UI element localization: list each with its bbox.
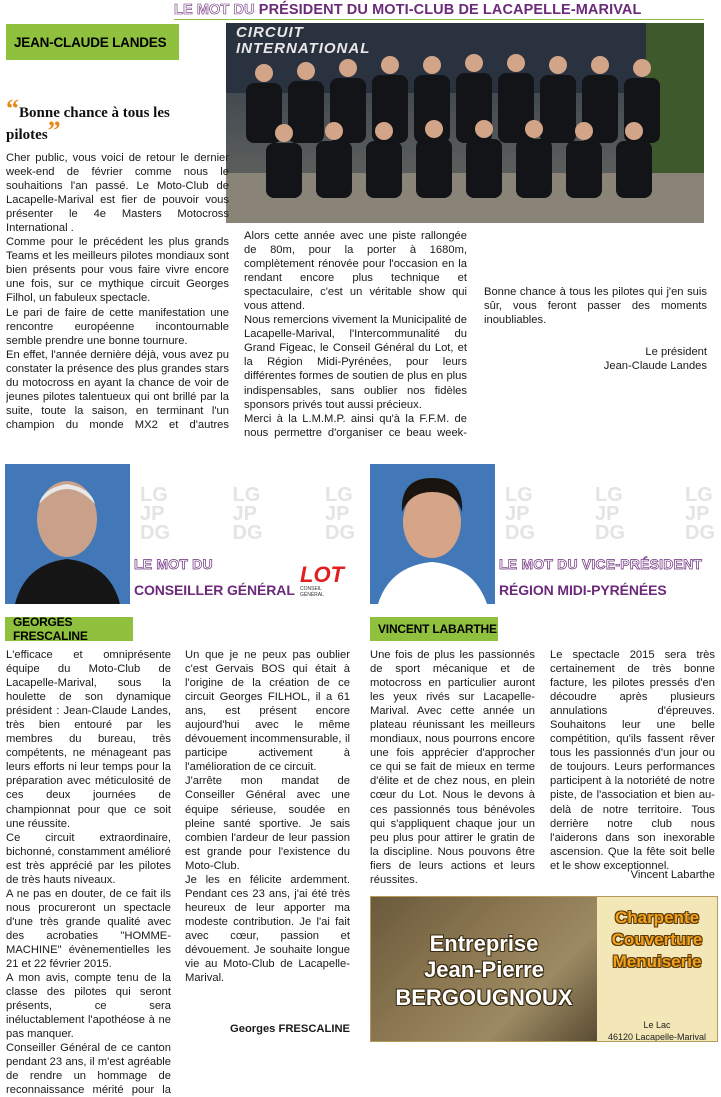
president-para-7: Merci à la L.M.M.P. ainsi qu'à la F.F.M. de nous permettre d'organiser ce beau week- xyxy=(244,412,467,439)
lot-logo xyxy=(300,564,344,600)
vice-col-2 xyxy=(550,648,715,873)
conseiller-col-2 xyxy=(185,648,350,985)
president-para-5: Alors cette année avec une piste rallongée de 80m, pour la porter à 1680m, complètement rénovée pour l'occasion en la rendant encore plus technique et spectaculaire, c'est un véritable show qui vous attend. xyxy=(244,230,467,313)
conseiller-para-5: Conseiller Général de ce canton pendant 23 ans, il m'est agréable de rendre un hommage de reconnaissance mérité pour la xyxy=(6,1042,171,1097)
watermark-mark: LG JP DG xyxy=(595,484,625,544)
lot-logo-text: LOT xyxy=(300,562,344,587)
signature-name: Jean-Claude Landes xyxy=(603,360,707,372)
watermark-mark: LG JP DG xyxy=(140,484,170,544)
conseiller-para-2: Ce circuit extraordinaire, bichonné, constamment amélioré est très apprécié par les pilotes de très hauts niveaux. xyxy=(6,831,171,886)
conseiller-title: LE MOT DU xyxy=(134,556,213,572)
conseiller-signature: Georges FRESCALINE xyxy=(230,1023,350,1035)
president-col-2 xyxy=(244,229,467,440)
president-signature xyxy=(484,345,707,373)
vice-para-2: Le spectacle 2015 sera très certainement de très bonne facture, les pilotes pressés d'en découdre après plusieurs annulations d'épreuves. Souhaitons leur une belle compétition, qu'ils fassent rêver tous les passionnés d'un jour ou de toujours. Leurs performances participent à la notoriété de notre piste, de l'association et bien au-delà de notre territoire. Tous derrière notre club nous l'aiderons dans son inexorable ascension. Que la fête soit belle et le show exceptionnel. xyxy=(550,649,715,872)
conseiller-para-3: A ne pas en douter, de ce fait ils nous procureront un spectacle d'une très grande qualité avec des acrobaties "HOMME-MACHINE" évènementielles les 21 et 22 février 2015. xyxy=(6,887,171,971)
vice-subtitle: RÉGION MIDI-PYRÉNÉES xyxy=(499,582,667,598)
ad-address-1: Le Lac xyxy=(643,1020,671,1030)
president-name-tab xyxy=(6,24,179,60)
close-quote-icon: ” xyxy=(47,116,61,145)
watermark-right xyxy=(505,486,715,546)
ad-line-1: Entreprise xyxy=(429,931,539,956)
president-para-1: Cher public, vous voici de retour le dernier week-end de février comme nous le souhaitions l'an passé. Le Moto-Club de Lacapelle-Marival est fier de pouvoir vous présenter le 4e Masters Motocross International . xyxy=(6,152,229,235)
vice-title-block xyxy=(495,552,715,602)
president-para-8: Bonne chance à tous les pilotes qui j'en suis sûr, vous feront passer des moments inoubliables. xyxy=(484,286,707,327)
conseiller-para-4: A mon avis, compte tenu de la classe des pilotes qui seront présents, ce sera inéluctablement l'apothéose à ne pas manquer. xyxy=(6,972,171,1041)
ad-services xyxy=(597,897,717,973)
ad-service-2: Couverture xyxy=(611,930,703,949)
title-prefix: LE MOT DU xyxy=(174,2,255,18)
watermark-mark: LG JP DG xyxy=(685,484,715,544)
vice-name: VINCENT LABARTHE xyxy=(378,622,497,636)
conseiller-para-1: L'efficace et omniprésente équipe du Moto-Club de Lacapelle-Marival, sous la houlette de son dynamique président : Jean-Claude Landes, très bien entouré par les membres du bureau, très compétents, ne ménageant pas leurs efforts ni leur temps pour la préparation avec méticulosité de ces deux journées de championnat pour que ce soit une réussite. xyxy=(6,649,171,830)
vice-portrait xyxy=(370,464,495,604)
ad-service-3: Menuiserie xyxy=(612,952,702,971)
ad-line-2: Jean-Pierre xyxy=(424,957,544,982)
watermark-mark: LG JP DG xyxy=(505,484,535,544)
president-col-3 xyxy=(484,229,707,327)
signature-title: Le président xyxy=(645,346,707,358)
vice-signature: Vincent Labarthe xyxy=(630,869,715,881)
header-rule xyxy=(174,19,704,20)
advertisement xyxy=(370,896,718,1042)
president-para-4: En effet, l'année dernière déjà, vous avez pu constater la présence des plus grandes stars du motocross en ayant la chance de voir de jeunes pilotes talentueux qui ont brillé par la suite, toute la saison, en terminant l'un champion du monde MX2 et d'autres xyxy=(6,348,229,431)
conseiller-name: GEORGES FRESCALINE xyxy=(13,615,88,643)
president-col-1 xyxy=(6,151,229,432)
vice-para-1: Une fois de plus les passionnés de sport mécanique et de motocross en particulier auront les yeux rivés sur Lacapelle-Marival. Avec cette année un plateau réunissant les meilleurs mondiaux, nous pourrons encore une fois apprécier d'approcher ce qui se fait de mieux en terme d'élite et de chez nous, en plein cœur du Lot. Nous le devons à ces passionnés tous bénévoles qui s'appliquent chaque jour un peu plus pour attirer le gratin de la discipline. Nous pouvons être fiers de leurs actions et leurs réussites. xyxy=(370,649,535,886)
ad-right-panel xyxy=(597,897,717,1041)
president-name: JEAN-CLAUDE LANDES xyxy=(14,34,167,50)
vice-title: LE MOT DU VICE-PRÉSIDENT xyxy=(499,556,703,572)
president-quote xyxy=(6,94,206,145)
watermark-left xyxy=(140,486,355,546)
page-header xyxy=(0,0,721,22)
conseiller-title-block xyxy=(130,552,350,602)
conseiller-para-6: Un que je ne peux pas oublier c'est Gervais BOS qui était à l'origine de la création de ce circuit Georges FILHOL, il a 61 ans, est présent encore aujourd'hui avec le même dévouement incommensurable, il participe activement à l'amélioration de ce circuit. xyxy=(185,649,350,774)
ad-address xyxy=(597,1019,717,1042)
president-para-2: Comme pour le précédent les plus grands Teams et les meilleurs pilotes mondiaux sont bien présents pour vous faire vivre encore une fois, sur ce mythique circuit Georges Filhol, un fabuleux spectacle. xyxy=(6,236,229,305)
ad-address-2: 46120 Lacapelle-Marival xyxy=(607,1032,707,1042)
open-quote-icon: “ xyxy=(6,94,19,123)
group-photo xyxy=(226,23,704,223)
ad-line-3: BERGOUGNOUX xyxy=(395,985,573,1010)
quote-text: Bonne chance à tous les pilotes xyxy=(6,105,170,143)
president-para-3: Le pari de faire de cette manifestation une rencontre européenne incontournable semble prendre une bonne tournure. xyxy=(6,306,229,347)
page-title xyxy=(174,2,641,18)
conseiller-photo xyxy=(5,464,130,604)
title-main: PRÉSIDENT DU MOTI-CLUB DE LACAPELLE-MARIVAL xyxy=(258,2,642,18)
conseiller-subtitle: CONSEILLER GÉNÉRAL xyxy=(134,582,295,598)
vice-col-1 xyxy=(370,648,535,887)
vice-photo xyxy=(370,464,495,604)
conseiller-col-1 xyxy=(6,648,171,1097)
vice-name-tab xyxy=(370,617,498,641)
president-para-6: Nous remercions vivement la Municipalité de Lacapelle-Marival, l'Intercommunalité du Grand Figeac, le Conseil Général du Lot, et la Région Midi-Pyrénées, pour leurs différentes formes de soutien de plus en plus indispensables, sans oublier nos fidèles sponsors privés tout aussi précieux. xyxy=(244,314,467,411)
photo-banner-text: CIRCUIT INTERNATIONAL xyxy=(236,24,371,57)
conseiller-portrait xyxy=(5,464,130,604)
watermark-mark: LG JP DG xyxy=(232,484,263,544)
conseiller-para-7: J'arrête mon mandat de Conseiller Général avec une équipe sérieuse, soudée en pleine santé sportive. Je sais combien l'ardeur de leur passion est grande pour l'existence du Moto-Club. xyxy=(185,775,350,872)
conseiller-para-8: Je les en félicite ardemment. Pendant ces 23 ans, j'ai été très heureux de leur apporter ma modeste contribution. Je l'ai fait avec cœur, passion et dévouement. Je souhaite longue vie au Moto-Club de Lacapelle-Marival. xyxy=(185,873,350,985)
ad-service-1: Charpente xyxy=(614,908,700,927)
conseiller-name-tab xyxy=(5,617,133,641)
watermark-mark: LG JP DG xyxy=(325,484,355,544)
lot-logo-sub: CONSEIL GÉNÉRAL xyxy=(300,586,324,598)
ad-company xyxy=(371,931,597,1013)
